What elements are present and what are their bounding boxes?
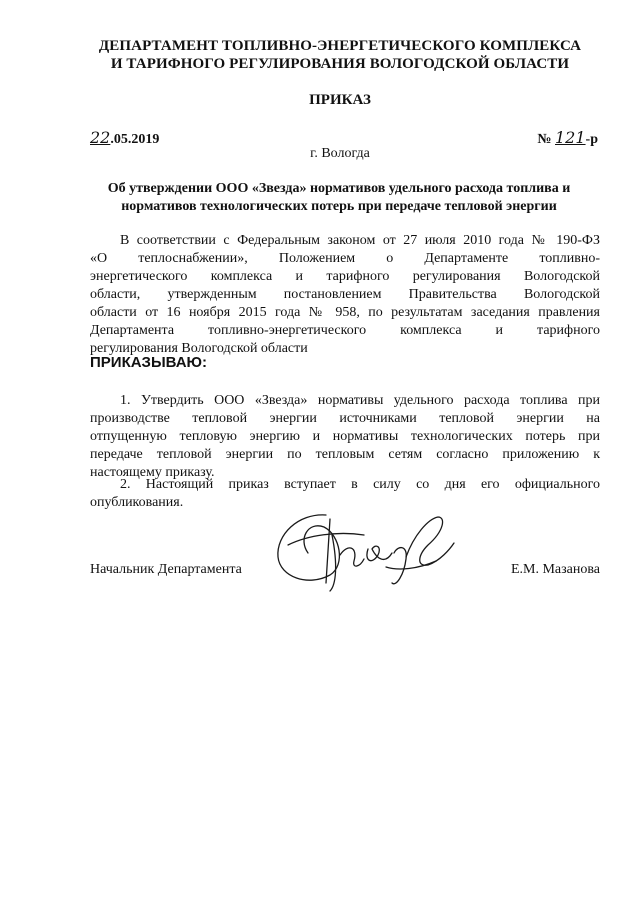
handwritten-number: 121 bbox=[555, 128, 586, 147]
document-date bbox=[90, 128, 159, 148]
preamble-line: области от 16 ноября 2015 года № 958, по результатам заседания правления bbox=[90, 305, 600, 320]
signer-name: Е.М. Мазанова bbox=[510, 562, 600, 577]
preamble-line: энергетического комплекса и тарифного регулирования Вологодской bbox=[90, 269, 600, 284]
handwritten-signature bbox=[268, 505, 458, 595]
preamble-line: В соответствии с Федеральным законом от 27 июля 2010 года № 190-ФЗ bbox=[120, 233, 600, 248]
subject-line: нормативов технологических потерь при передаче тепловой энергии bbox=[121, 199, 557, 214]
order-word: ПРИКАЗЫВАЮ: bbox=[90, 354, 208, 371]
department-name-line1: ДЕПАРТАМЕНТ ТОПЛИВНО-ЭНЕРГЕТИЧЕСКОГО КОМПЛЕКСА bbox=[98, 38, 582, 54]
item-line: 1. Утвердить ООО «Звезда» нормативы удельного расхода топлива при bbox=[120, 393, 600, 408]
department-name-line2: И ТАРИФНОГО РЕГУЛИРОВАНИЯ ВОЛОГОДСКОЙ ОБЛАСТИ bbox=[110, 56, 570, 72]
document-type-title: ПРИКАЗ bbox=[309, 92, 371, 108]
item-line: опубликования. bbox=[90, 495, 184, 510]
item-line: передаче тепловой энергии по тепловым сетям согласно приложению к bbox=[90, 447, 600, 462]
item-line: производстве тепловой энергии источниками тепловой энергии на bbox=[90, 411, 600, 426]
preamble-line: регулирования Вологодской области bbox=[90, 341, 308, 356]
order-item-1 bbox=[90, 392, 600, 482]
item-line: 2. Настоящий приказ вступает в силу со дня его официального bbox=[120, 477, 600, 492]
handwritten-day: 22 bbox=[90, 128, 111, 147]
city: г. Вологда bbox=[310, 146, 370, 161]
item-line: отпущенную тепловую энергию и нормативы технологических потерь при bbox=[90, 429, 600, 444]
number-prefix: № bbox=[537, 132, 555, 147]
subject-line: Об утверждении ООО «Звезда» нормативов удельного расхода топлива и bbox=[107, 181, 571, 196]
preamble-line: Департамента топливно-энергетического комплекса и тарифного bbox=[90, 323, 600, 338]
preamble-line: области, утвержденным постановлением Правительства Вологодской bbox=[90, 287, 600, 302]
document-number bbox=[537, 128, 598, 148]
number-suffix: -р bbox=[585, 132, 598, 147]
date-month-year: .05.2019 bbox=[110, 132, 160, 147]
preamble-line: «О теплоснабжении», Положением о Департаменте топливно- bbox=[90, 251, 600, 266]
signer-position: Начальник Департамента bbox=[90, 562, 242, 577]
preamble-paragraph bbox=[90, 232, 600, 358]
document-subject bbox=[74, 180, 604, 216]
item-line: настоящему приказу. bbox=[90, 465, 215, 480]
